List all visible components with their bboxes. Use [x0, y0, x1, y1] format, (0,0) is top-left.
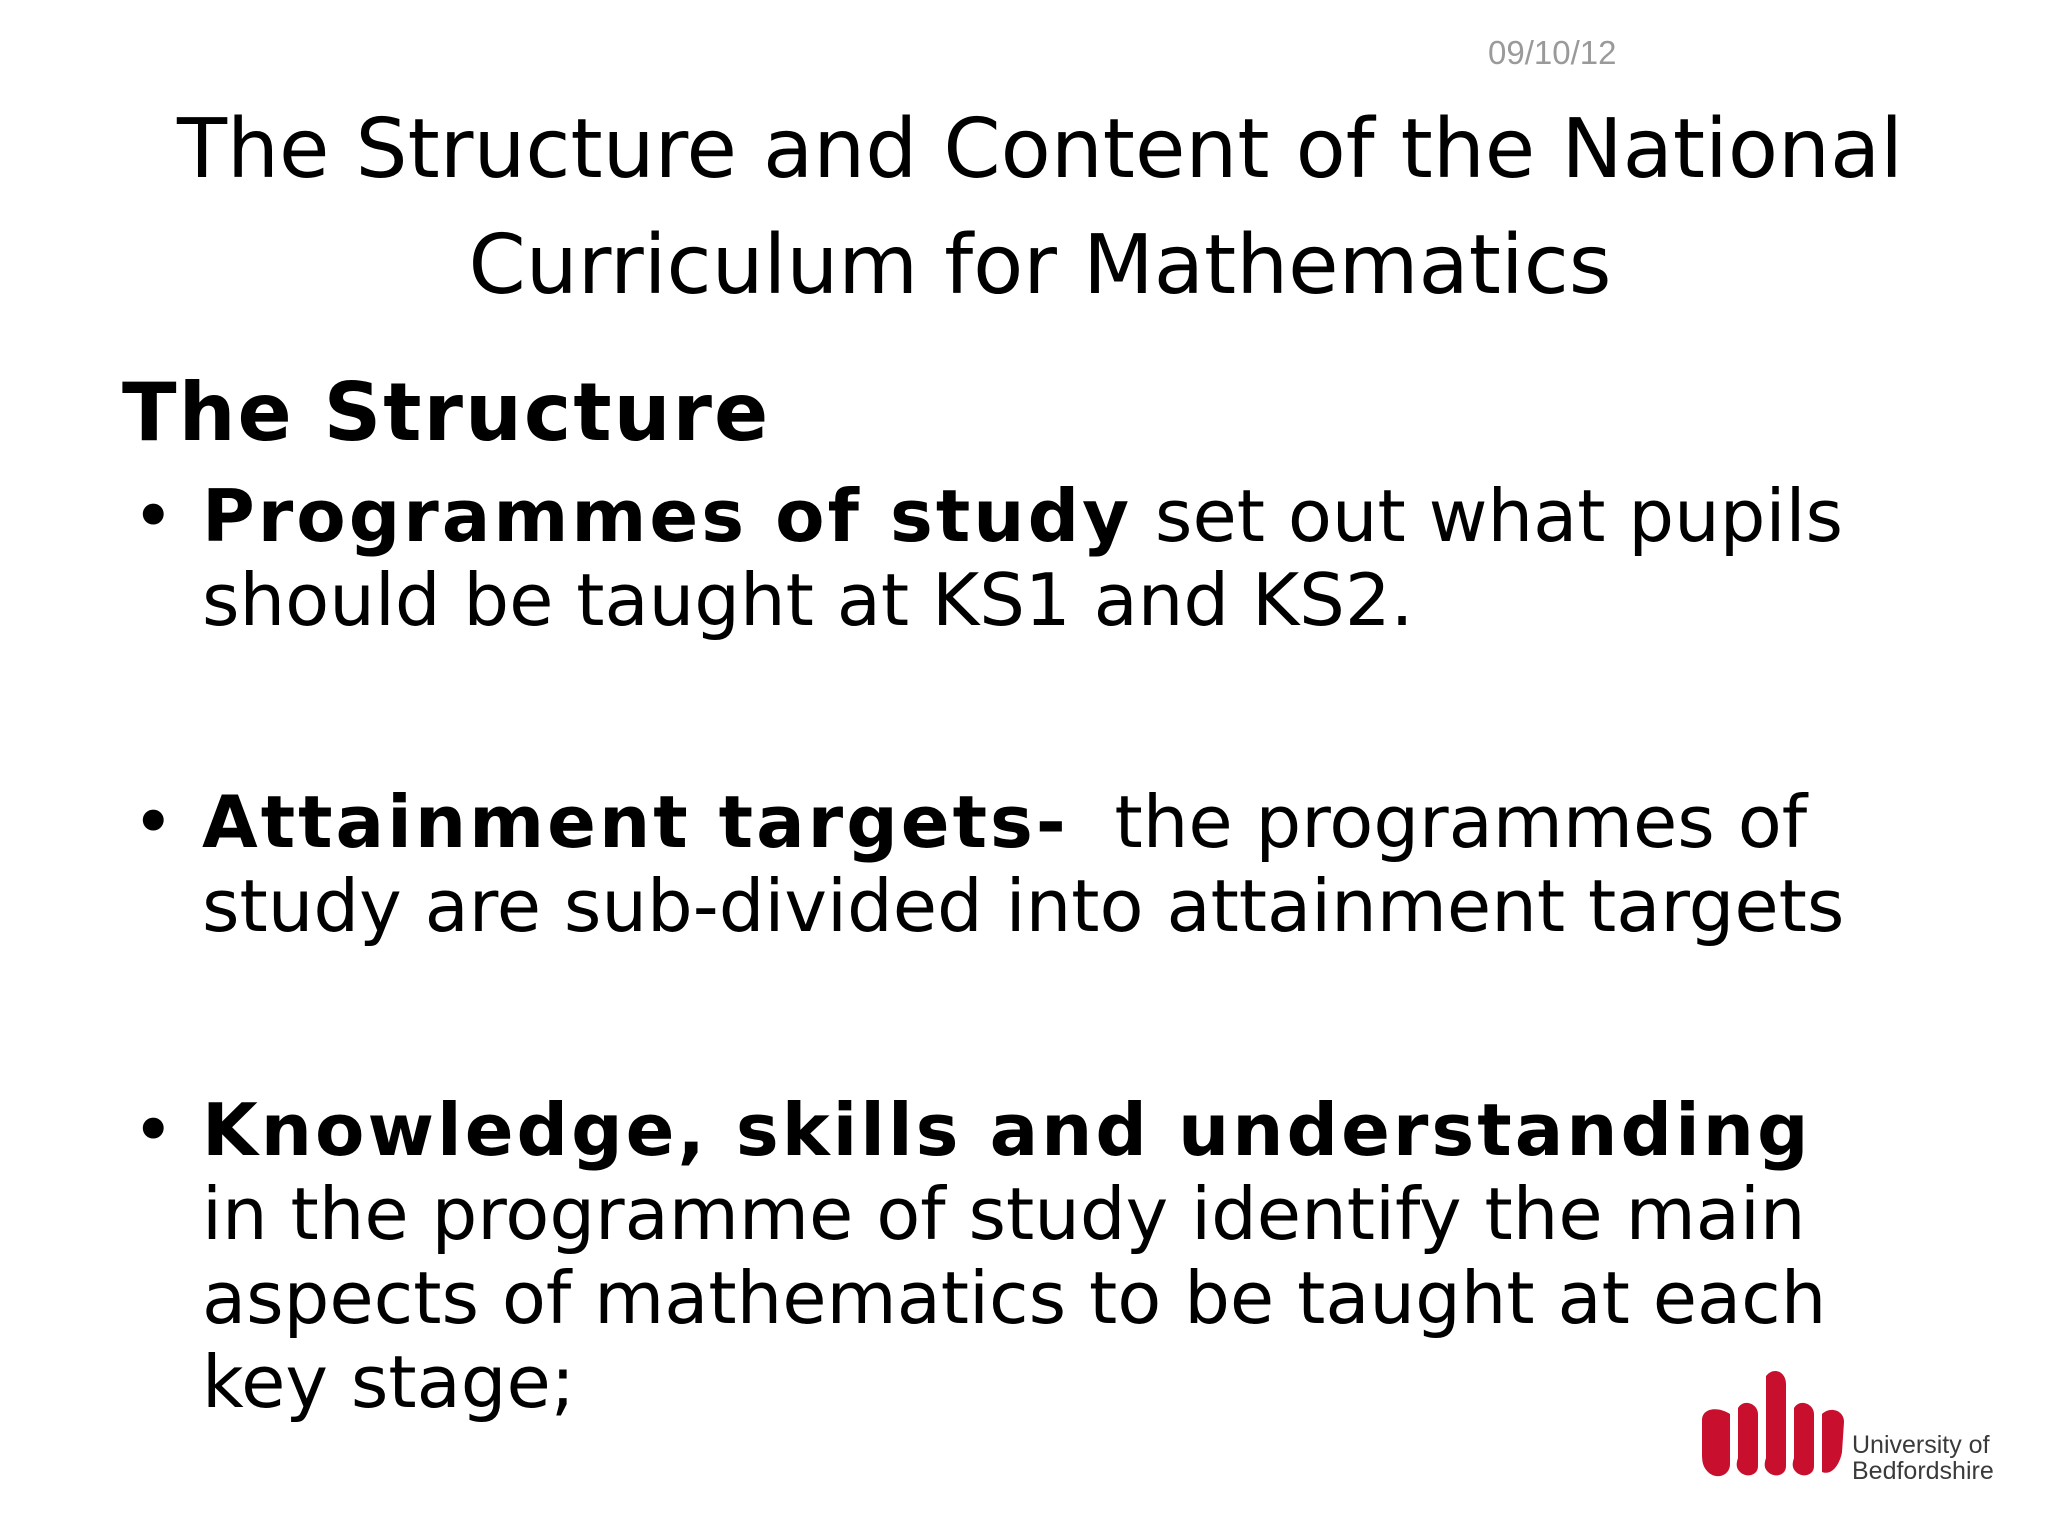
title-line-2: Curriculum for Mathematics: [468, 218, 1612, 313]
slide-title: [120, 92, 1960, 324]
bullet-term: Attainment targets-: [202, 780, 1069, 864]
logo-text-line-2: Bedfordshire: [1852, 1457, 1994, 1485]
bullet-item-attainment: [132, 780, 1892, 948]
bullet-description: set out what pupils should be taught at KS1 and KS2.: [202, 474, 1843, 642]
logo-text-line-1: University of: [1852, 1431, 1990, 1459]
bullet-item-knowledge: [132, 1088, 1892, 1424]
university-logo-mark-icon: [1700, 1368, 1845, 1483]
bullet-item-programmes: [132, 474, 1892, 642]
university-logo: [1700, 1368, 2000, 1488]
bullet-dot-icon: •: [132, 1088, 175, 1172]
bullet-text: [202, 1088, 1892, 1424]
section-heading: The Structure: [122, 366, 771, 459]
slide-date: 09/10/12: [1488, 34, 1617, 71]
bullet-description: in the programme of study identify the main aspects of mathematics to be taught at each key stage;: [202, 1172, 1827, 1424]
bullet-dot-icon: •: [132, 474, 175, 558]
bullet-text: [202, 780, 1892, 948]
bullet-description: the programmes of study are sub-divided into attainment targets: [202, 780, 1845, 948]
title-line-1: The Structure and Content of the National: [176, 102, 1904, 197]
bullet-text: [202, 474, 1892, 642]
logo-wordmark: [1852, 1432, 1994, 1484]
bullet-term: Knowledge, skills and understanding: [202, 1088, 1812, 1172]
bullet-dot-icon: •: [132, 780, 175, 864]
bullet-term: Programmes of study: [202, 474, 1133, 558]
